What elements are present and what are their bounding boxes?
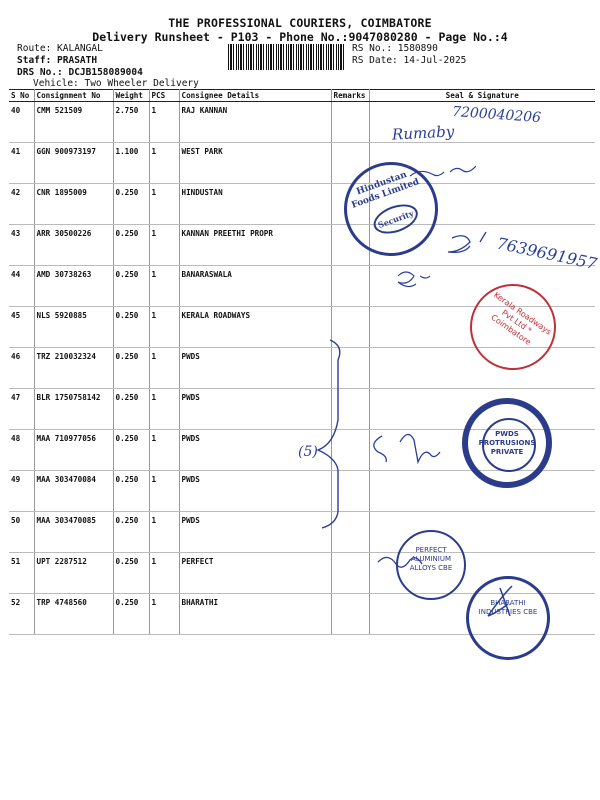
consignee-cell: PERFECT [179, 553, 331, 594]
consignment-cell: TRZ 210032324 [34, 348, 113, 389]
bharathi-stamp-text: BHARATHI INDUSTRIES CBE [478, 599, 538, 616]
table-row [9, 184, 595, 225]
consignment-cell: AMD 30738263 [34, 266, 113, 307]
remarks-cell [331, 266, 369, 307]
pwds-stamp [462, 398, 552, 488]
sno-cell: 46 [9, 348, 34, 389]
consignee-cell: WEST PARK [179, 143, 331, 184]
handwritten-name-1: Rumaby [391, 122, 455, 144]
weight-cell: 0.250 [113, 307, 149, 348]
consignment-cell: GGN 900973197 [34, 143, 113, 184]
sno-cell: 52 [9, 594, 34, 635]
consignee-cell: PWDS [179, 348, 331, 389]
remarks-cell [331, 512, 369, 553]
pcs-cell: 1 [149, 348, 179, 389]
pcs-cell: 1 [149, 430, 179, 471]
sno-cell: 42 [9, 184, 34, 225]
sno-cell: 48 [9, 430, 34, 471]
consignment-cell: ARR 30500226 [34, 225, 113, 266]
consignment-cell: CMM 521509 [34, 102, 113, 143]
col-sno-header: S No [9, 90, 34, 102]
pcs-cell: 1 [149, 471, 179, 512]
weight-cell: 0.250 [113, 348, 149, 389]
remarks-cell [331, 430, 369, 471]
table-row [9, 143, 595, 184]
consignment-cell: MAA 710977056 [34, 430, 113, 471]
weight-cell: 2.750 [113, 102, 149, 143]
consignee-cell: PWDS [179, 512, 331, 553]
perfect-stamp-text: PERFECT ALUMINIUM ALLOYS CBE [409, 546, 453, 572]
weight-cell: 0.250 [113, 594, 149, 635]
weight-cell: 0.250 [113, 184, 149, 225]
barcode [228, 44, 344, 70]
sno-cell: 49 [9, 471, 34, 512]
bharathi-industries-stamp [466, 576, 550, 660]
hindustan-stamp-text: Hindustan Foods Limited [350, 169, 421, 211]
weight-cell: 0.250 [113, 266, 149, 307]
table-header-row [9, 90, 595, 102]
runsheet-title: THE PROFESSIONAL COURIERS, COIMBATORE [168, 16, 432, 30]
consignment-cell: MAA 303470085 [34, 512, 113, 553]
sno-cell: 43 [9, 225, 34, 266]
consignment-cell: BLR 1750758142 [34, 389, 113, 430]
consignee-cell: PWDS [179, 471, 331, 512]
weight-cell: 0.250 [113, 225, 149, 266]
pcs-cell: 1 [149, 102, 179, 143]
sno-cell: 44 [9, 266, 34, 307]
consignee-cell: RAJ KANNAN [179, 102, 331, 143]
col-pcs-header: PCS [149, 90, 179, 102]
remarks-cell [331, 471, 369, 512]
consignee-cell: KERALA ROADWAYS [179, 307, 331, 348]
remarks-cell [331, 553, 369, 594]
pcs-cell: 1 [149, 553, 179, 594]
col-weight-header: Weight [113, 90, 149, 102]
remarks-cell [331, 307, 369, 348]
route-field: Route: KALANGAL [17, 43, 103, 54]
remarks-cell [331, 348, 369, 389]
consignee-cell: BHARATHI [179, 594, 331, 635]
remarks-cell [331, 389, 369, 430]
consignee-cell: PWDS [179, 430, 331, 471]
sno-cell: 41 [9, 143, 34, 184]
pwds-stamp-text: PWDS PROTRUSIONS PRIVATE [478, 430, 536, 456]
consignee-cell: KANNAN PREETHI PROPR [179, 225, 331, 266]
col-consignee-header: Consignee Details [179, 90, 331, 102]
handwritten-phone-2: 7639691957 [495, 233, 599, 274]
drs-number-field: DRS No.: DCJB158089004 [17, 67, 143, 78]
handwritten-phone-1: 7200040206 [451, 103, 542, 127]
weight-cell: 0.250 [113, 430, 149, 471]
pcs-cell: 1 [149, 266, 179, 307]
weight-cell: 0.250 [113, 389, 149, 430]
col-seal-header: Seal & Signature [369, 90, 595, 102]
consignment-cell: NLS 5920885 [34, 307, 113, 348]
handwritten-pwds-count: (5) [298, 444, 318, 460]
kerala-stamp-text: Kerala Roadways Pvt Ltd * Coimbatore [489, 290, 553, 347]
perfect-alloys-stamp [396, 530, 466, 600]
pcs-cell: 1 [149, 594, 179, 635]
pcs-cell: 1 [149, 307, 179, 348]
sno-cell: 47 [9, 389, 34, 430]
sno-cell: 50 [9, 512, 34, 553]
table-row [9, 512, 595, 553]
weight-cell: 0.250 [113, 471, 149, 512]
pcs-cell: 1 [149, 512, 179, 553]
staff-field: Staff: PRASATH [17, 55, 98, 66]
sno-cell: 40 [9, 102, 34, 143]
consignment-cell: TRP 4748560 [34, 594, 113, 635]
pcs-cell: 1 [149, 184, 179, 225]
consignment-cell: UPT 2287512 [34, 553, 113, 594]
col-remarks-header: Remarks [331, 90, 369, 102]
rs-number-field: RS No.: 1580890 [352, 43, 438, 54]
weight-cell: 0.250 [113, 553, 149, 594]
consignee-cell: PWDS [179, 389, 331, 430]
consignee-cell: HINDUSTAN [179, 184, 331, 225]
remarks-cell [331, 102, 369, 143]
rs-date-field: RS Date: 14-Jul-2025 [352, 55, 467, 66]
sno-cell: 51 [9, 553, 34, 594]
security-stamp: Security [370, 199, 422, 239]
consignee-cell: BANARASWALA [179, 266, 331, 307]
sno-cell: 45 [9, 307, 34, 348]
runsheet-subtitle: Delivery Runsheet - P103 - Phone No.:9047080280 - Page No.:4 [92, 30, 508, 44]
remarks-cell [331, 594, 369, 635]
weight-cell: 1.100 [113, 143, 149, 184]
consignment-cell: MAA 303470084 [34, 471, 113, 512]
consignment-cell: CNR 1895009 [34, 184, 113, 225]
pcs-cell: 1 [149, 143, 179, 184]
col-consignment-header: Consignment No [34, 90, 113, 102]
weight-cell: 0.250 [113, 512, 149, 553]
vehicle-field: Vehicle: Two Wheeler Delivery [33, 78, 199, 89]
pcs-cell: 1 [149, 389, 179, 430]
pcs-cell: 1 [149, 225, 179, 266]
